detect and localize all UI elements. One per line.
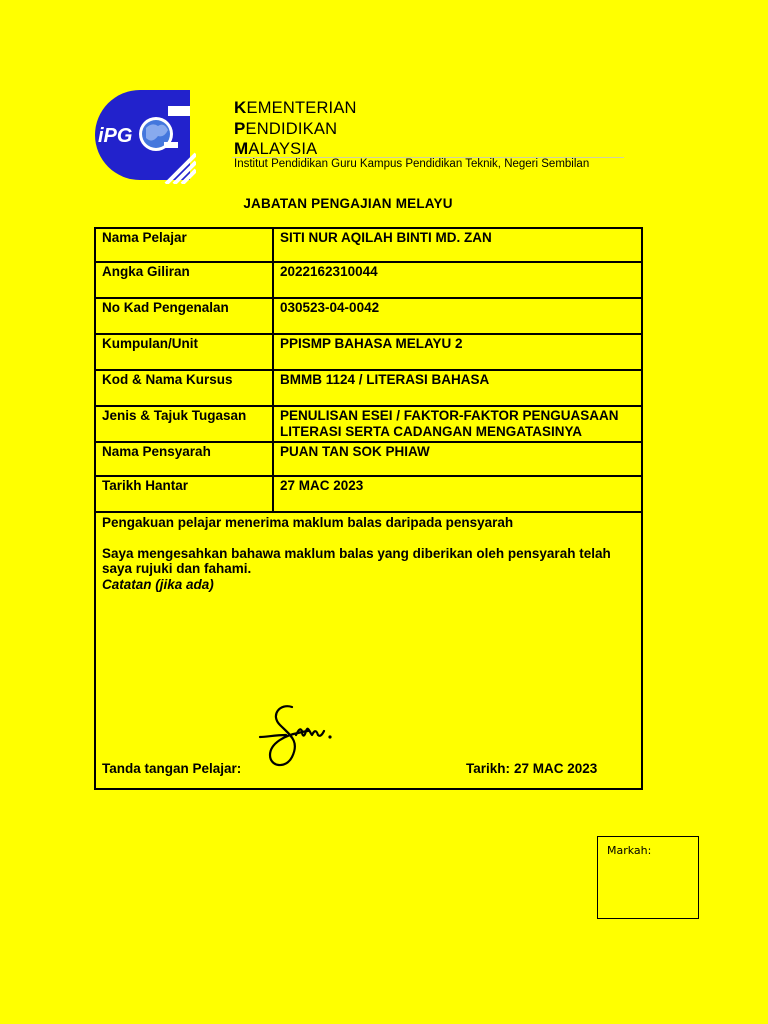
table-row — [95, 370, 642, 406]
department-title: JABATAN PENGAJIAN MELAYU — [243, 196, 453, 211]
row-value: PENULISAN ESEI / FAKTOR-FAKTOR PENGUASAAN LITERASI SERTA CADANGAN MENGATASINYA — [273, 406, 642, 442]
org-line-3: MALAYSIA — [234, 139, 318, 158]
acknowledgement-cell — [95, 512, 642, 789]
markah-box — [597, 836, 699, 919]
row-value: 030523-04-0042 — [273, 298, 642, 334]
row-label: Jenis & Tajuk Tugasan — [95, 406, 273, 442]
signature-date: Tarikh: 27 MAC 2023 — [466, 760, 598, 776]
table-row — [95, 262, 642, 298]
logo-text: iPG — [98, 125, 133, 147]
org-line-2: PENDIDIKAN — [234, 118, 338, 138]
org-heading — [234, 98, 357, 160]
row-label: Kumpulan/Unit — [95, 334, 273, 370]
acknowledgement-body: Saya mengesahkan bahawa maklum balas yang diberikan oleh pensyarah telah saya rujuki dan fahami. — [102, 545, 611, 576]
row-label: Angka Giliran — [95, 262, 273, 298]
row-label: Nama Pelajar — [95, 228, 273, 262]
student-signature — [256, 701, 336, 781]
table-row — [95, 298, 642, 334]
table-row — [95, 228, 642, 262]
row-label: Tarikh Hantar — [95, 476, 273, 512]
markah-label: Markah: — [607, 844, 652, 857]
table-row — [95, 476, 642, 512]
org-line-1: KEMENTERIAN — [234, 98, 357, 117]
row-value: 2022162310044 — [273, 262, 642, 298]
row-value: SITI NUR AQILAH BINTI MD. ZAN — [273, 228, 642, 262]
ipg-logo — [94, 86, 196, 184]
row-label: Nama Pensyarah — [95, 442, 273, 476]
acknowledgement-row — [95, 512, 642, 789]
row-label: Kod & Nama Kursus — [95, 370, 273, 406]
student-info-table — [94, 227, 643, 790]
row-value: PUAN TAN SOK PHIAW — [273, 442, 642, 476]
table-row — [95, 442, 642, 476]
signature-label: Tanda tangan Pelajar: — [102, 760, 242, 776]
row-label: No Kad Pengenalan — [95, 298, 273, 334]
table-row — [95, 334, 642, 370]
table-row — [95, 406, 642, 442]
row-value: BMMB 1124 / LITERASI BAHASA — [273, 370, 642, 406]
notes-label: Catatan (jika ada) — [102, 576, 214, 592]
institute-subtitle: Institut Pendidikan Guru Kampus Pendidikan Teknik, Negeri Sembilan — [234, 158, 590, 170]
acknowledgement-title: Pengakuan pelajar menerima maklum balas daripada pensyarah — [102, 515, 514, 530]
row-value: PPISMP BAHASA MELAYU 2 — [273, 334, 642, 370]
row-value: 27 MAC 2023 — [273, 476, 642, 512]
